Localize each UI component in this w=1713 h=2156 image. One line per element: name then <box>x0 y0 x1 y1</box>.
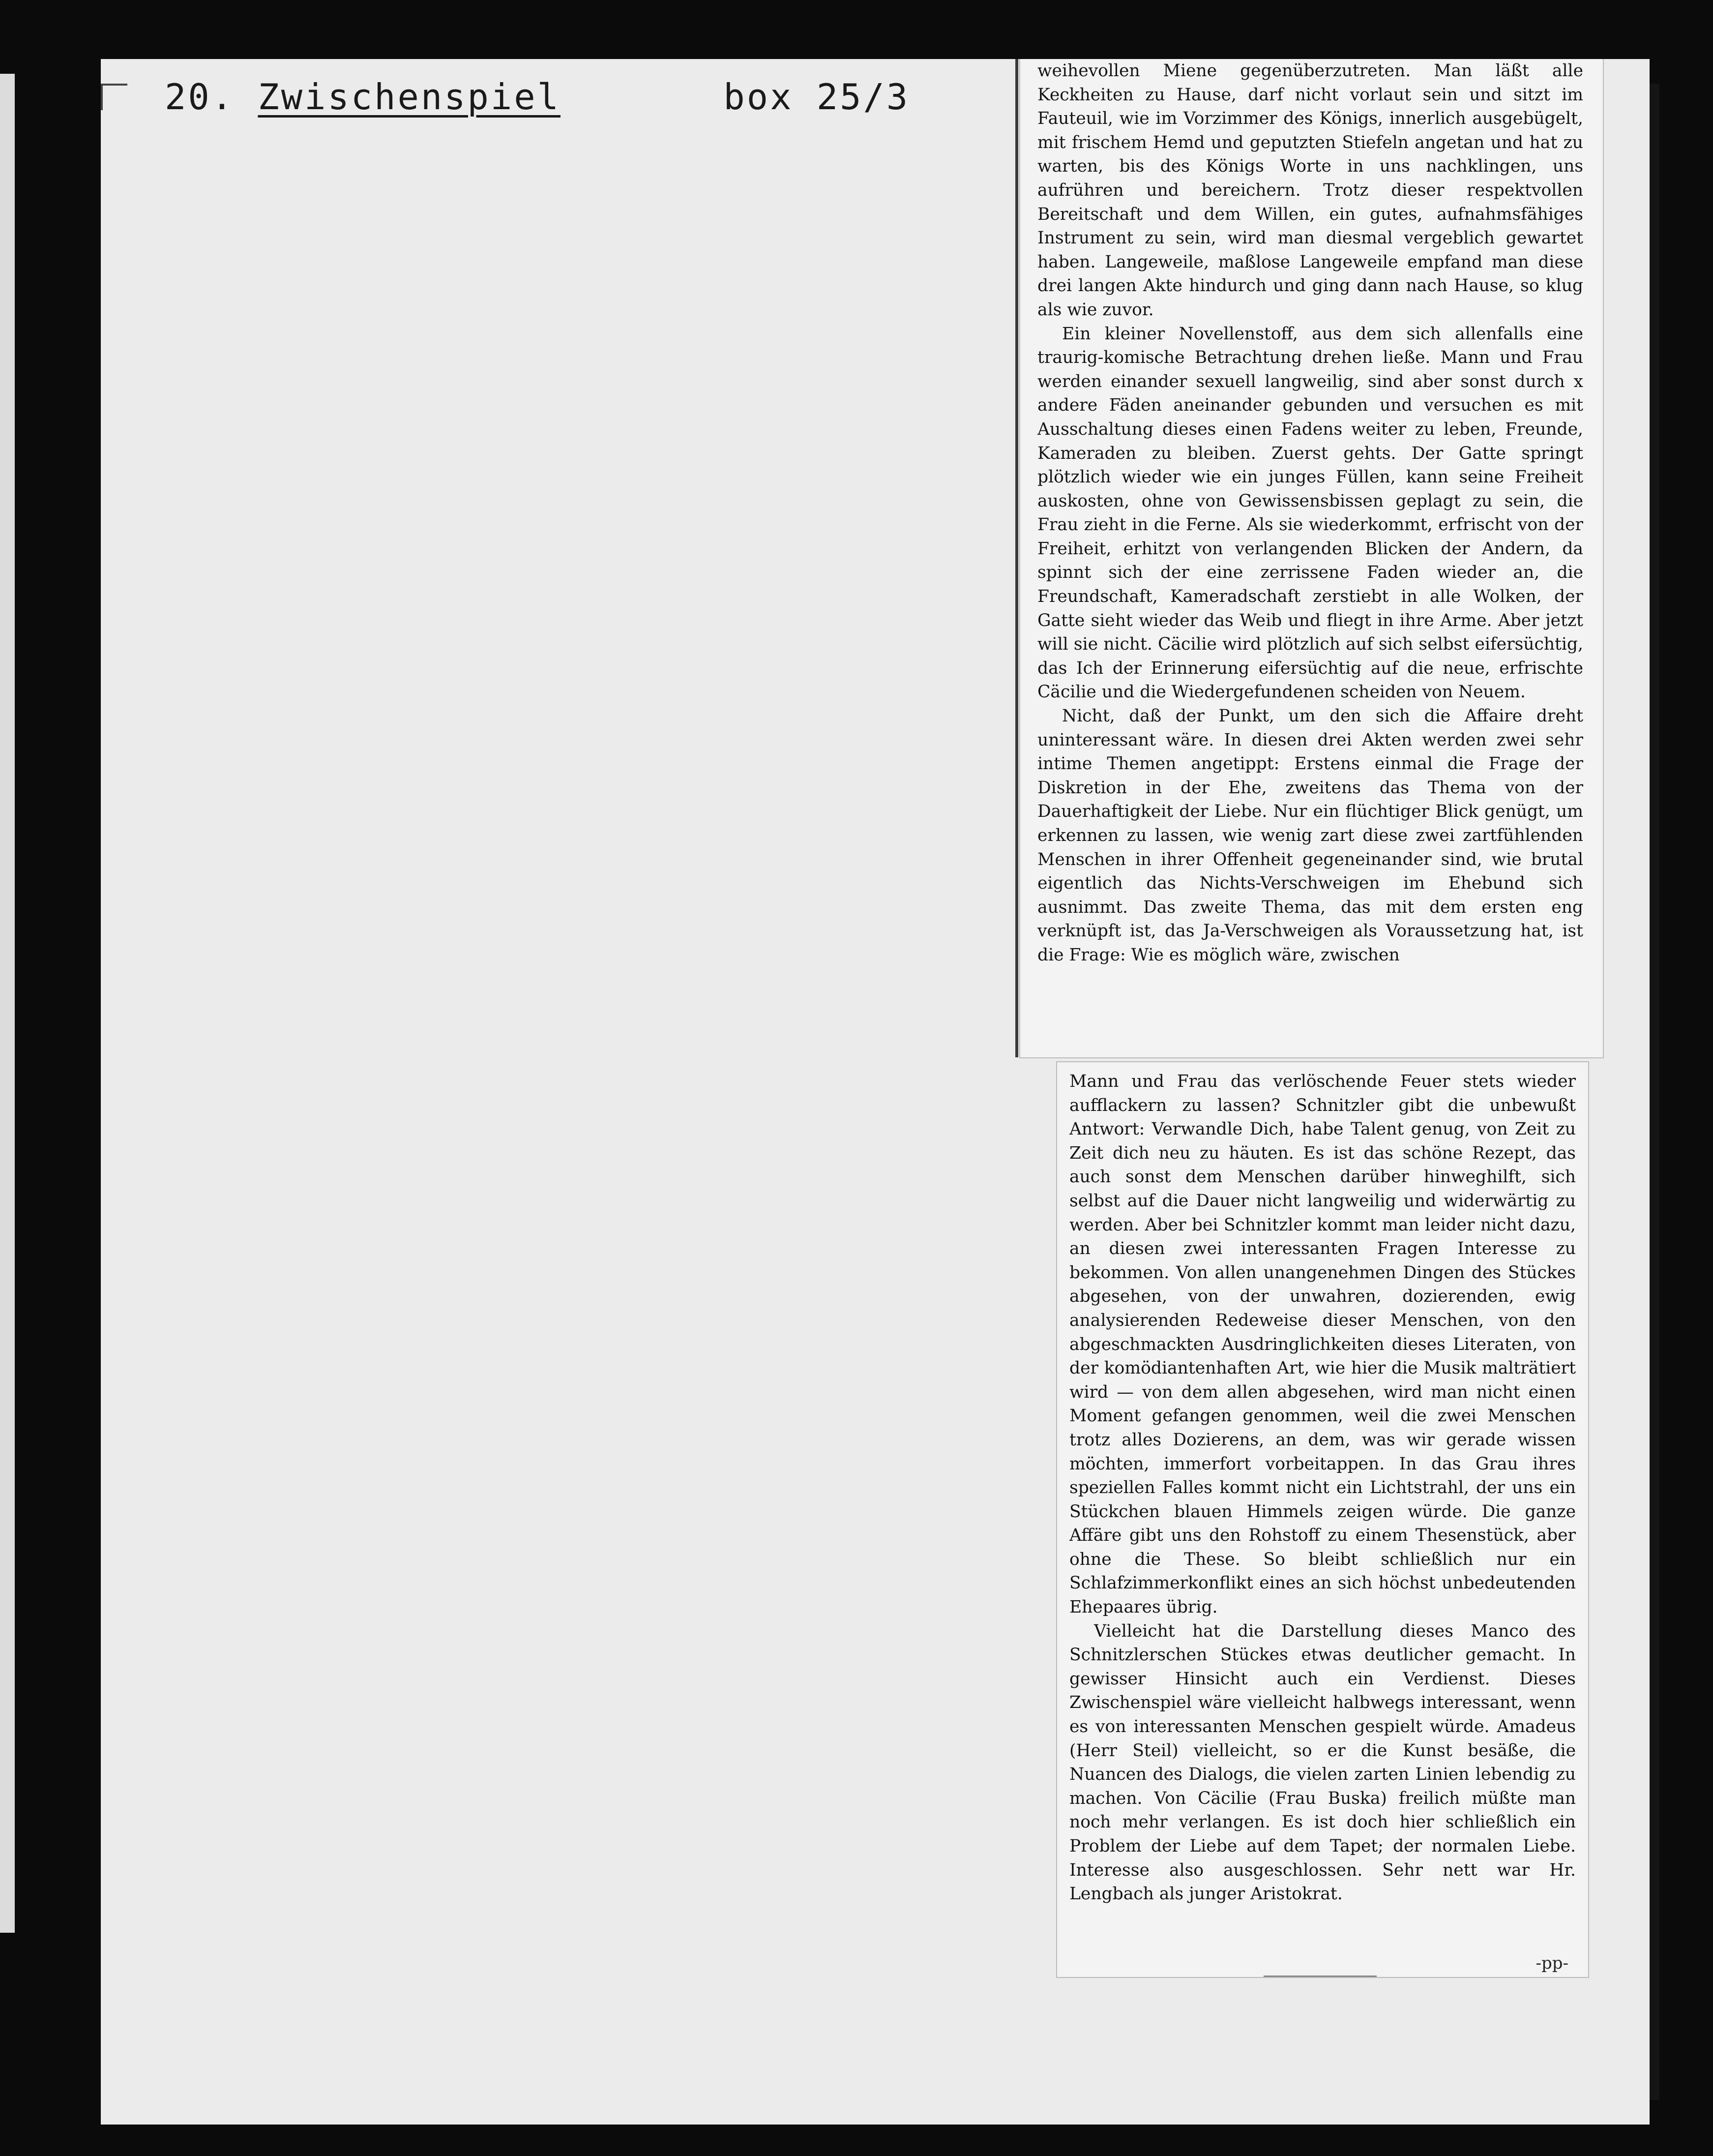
paragraph: Ein kleiner Novellenstoff, aus dem sich allenfalls eine traurig-komische Betrachtung drehen ließe. Mann und Frau werden einander sexuell langweilig, sind aber sonst durch x andere Fäden aneinander gebunden und versuchen es mit Ausschaltung dieses einen Fadens weiter zu leben, Freunde, Kameraden zu bleiben. Zuerst gehts. Der Gatte springt plötzlich wieder wie ein junges Füllen, kann seine Freiheit auskosten, ohne von Gewissensbissen geplagt zu sein, die Frau zieht in die Ferne. Als sie wiederkommt, erfrischt von der Freiheit, erhitzt von verlangenden Blicken der Andern, da spinnt sich der eine zerrissene Faden wieder an, die Freundschaft, Kameradschaft zerstiebt in alle Wolken, der Gatte sieht wieder das Weib und fliegt in ihre Arme. Aber jetzt will sie nicht. Cäcilie wird plötzlich auf sich selbst eifersüchtig, das Ich der Erinnerung eifersüchtig auf die neue, erfrischte Cäcilie und die Wiedergefundenen scheiden von Neuem. <box>1037 324 1583 702</box>
paragraph: Mann und Frau das verlöschende Feuer stets wieder aufflackern zu lassen? Schnitzler gibt die unbewußt Antwort: Verwandle Dich, habe Talent genug, von Zeit zu Zeit dich neu zu häuten. Es ist das schöne Rezept, das auch sonst dem Menschen darüber hinweghilft, sich selbst auf die Dauer nicht langweilig und widerwärtig zu werden. Aber bei Schnitzler kommt man leider nicht dazu, an diesen zwei interessanten Fragen Interesse zu bekommen. Von allen unangenehmen Dingen des Stückes abgesehen, von der unwahren, dozierenden, ewig analysierenden Redeweise dieser Menschen, von den abgeschmackten Ausdringlichkeiten dieses Literaten, von der komödiantenhaften Art, wie hier die Musik malträtiert wird — von dem allen abgesehen, wird man nicht einen Moment gefangen genommen, weil die zwei Menschen trotz alles Dozierens, an dem, was wir gerade wissen möchten, immerfort vorbeitappen. In das Grau ihres speziellen Falles kommt nicht ein Lichtstrahl, der uns ein Stückchen blauen Himmels zeigen würde. Die ganze Affäre gibt uns den Rohstoff zu einem Thesenstück, aber ohne die These. So bleibt schließlich nur ein Schlafzimmerkonflikt eines an sich höchst unbedeutenden Ehepaares übrig. <box>1069 1072 1576 1617</box>
folder-header <box>165 76 910 118</box>
newspaper-clipping-bottom <box>1057 1062 1588 1977</box>
paragraph: Vielleicht hat die Darstellung dieses Manco des Schnitzlerschen Stückes etwas deutlicher gemacht. In gewisser Hinsicht auch ein Verdienst. Dieses Zwischenspiel wäre vielleicht halbwegs interessant, wenn es von interessanten Menschen gespielt würde. Amadeus (Herr Steil) vielleicht, so er die Kunst besäße, die Nuancen des Dialogs, die vielen zarten Linien lebendig zu machen. Von Cäcilie (Frau Buska) freilich müßte man noch mehr verlangen. Es ist doch hier schließlich ein Problem der Liebe auf dem Tapet; der normalen Liebe. Interesse also ausgeschlossen. Sehr nett war Hr. Lengbach als junger Aristokrat. <box>1069 1621 1576 1904</box>
newspaper-clipping-top <box>1020 59 1603 1057</box>
archive-sheet <box>101 59 1650 2125</box>
clipping-column <box>1037 59 1583 967</box>
box-label: box 25/3 <box>723 76 910 118</box>
sheet-shadow <box>1650 84 1659 2100</box>
folder-number: 20. <box>165 76 235 118</box>
footer-rule <box>1264 1976 1377 1977</box>
adjacent-page-edge <box>0 74 15 1933</box>
paragraph: Nicht, daß der Punkt, um den sich die Affaire dreht uninteressant wäre. In diesen drei Akten werden zwei sehr intime Themen angetippt: Erstens einmal die Frage der Diskretion in der Ehe, zweitens das Thema von der Dauerhaftigkeit der Liebe. Nur ein flüchtiger Blick genügt, um erkennen zu lassen, wie wenig zart diese zwei zartfühlenden Menschen in ihrer Offenheit gegeneinander sind, wie brutal eigentlich das Nichts-Verschweigen im Ehebund sich ausnimmt. Das zweite Thema, das mit dem ersten eng verknüpft ist, das Ja-Verschweigen als Voraussetzung hat, ist die Frage: Wie es möglich wäre, zwischen <box>1037 706 1583 965</box>
folder-title: Zwischenspiel <box>258 76 561 118</box>
corner-mark <box>101 84 127 110</box>
author-signature: -pp- <box>1536 1953 1568 1973</box>
paragraph: weihevollen Miene gegenüberzutreten. Man läßt alle Keckheiten zu Hause, darf nicht vorlaut sein und sitzt im Fauteuil, wie im Vorzimmer des Königs, innerlich ausgebügelt, mit frischem Hemd und geputzten Stiefeln angetan und hat zu warten, bis des Königs Worte in uns nachklingen, uns aufrühren und bereichern. Trotz dieser respektvollen Bereitschaft und dem Willen, ein gutes, aufnahmsfähiges Instrument zu sein, wird man diesmal vergeblich gewartet haben. Langeweile, maßlose Langeweile empfand man diese drei langen Akte hindurch und ging dann nach Hause, so klug als wie zuvor. <box>1037 61 1583 320</box>
clipping-column <box>1069 1070 1576 1906</box>
